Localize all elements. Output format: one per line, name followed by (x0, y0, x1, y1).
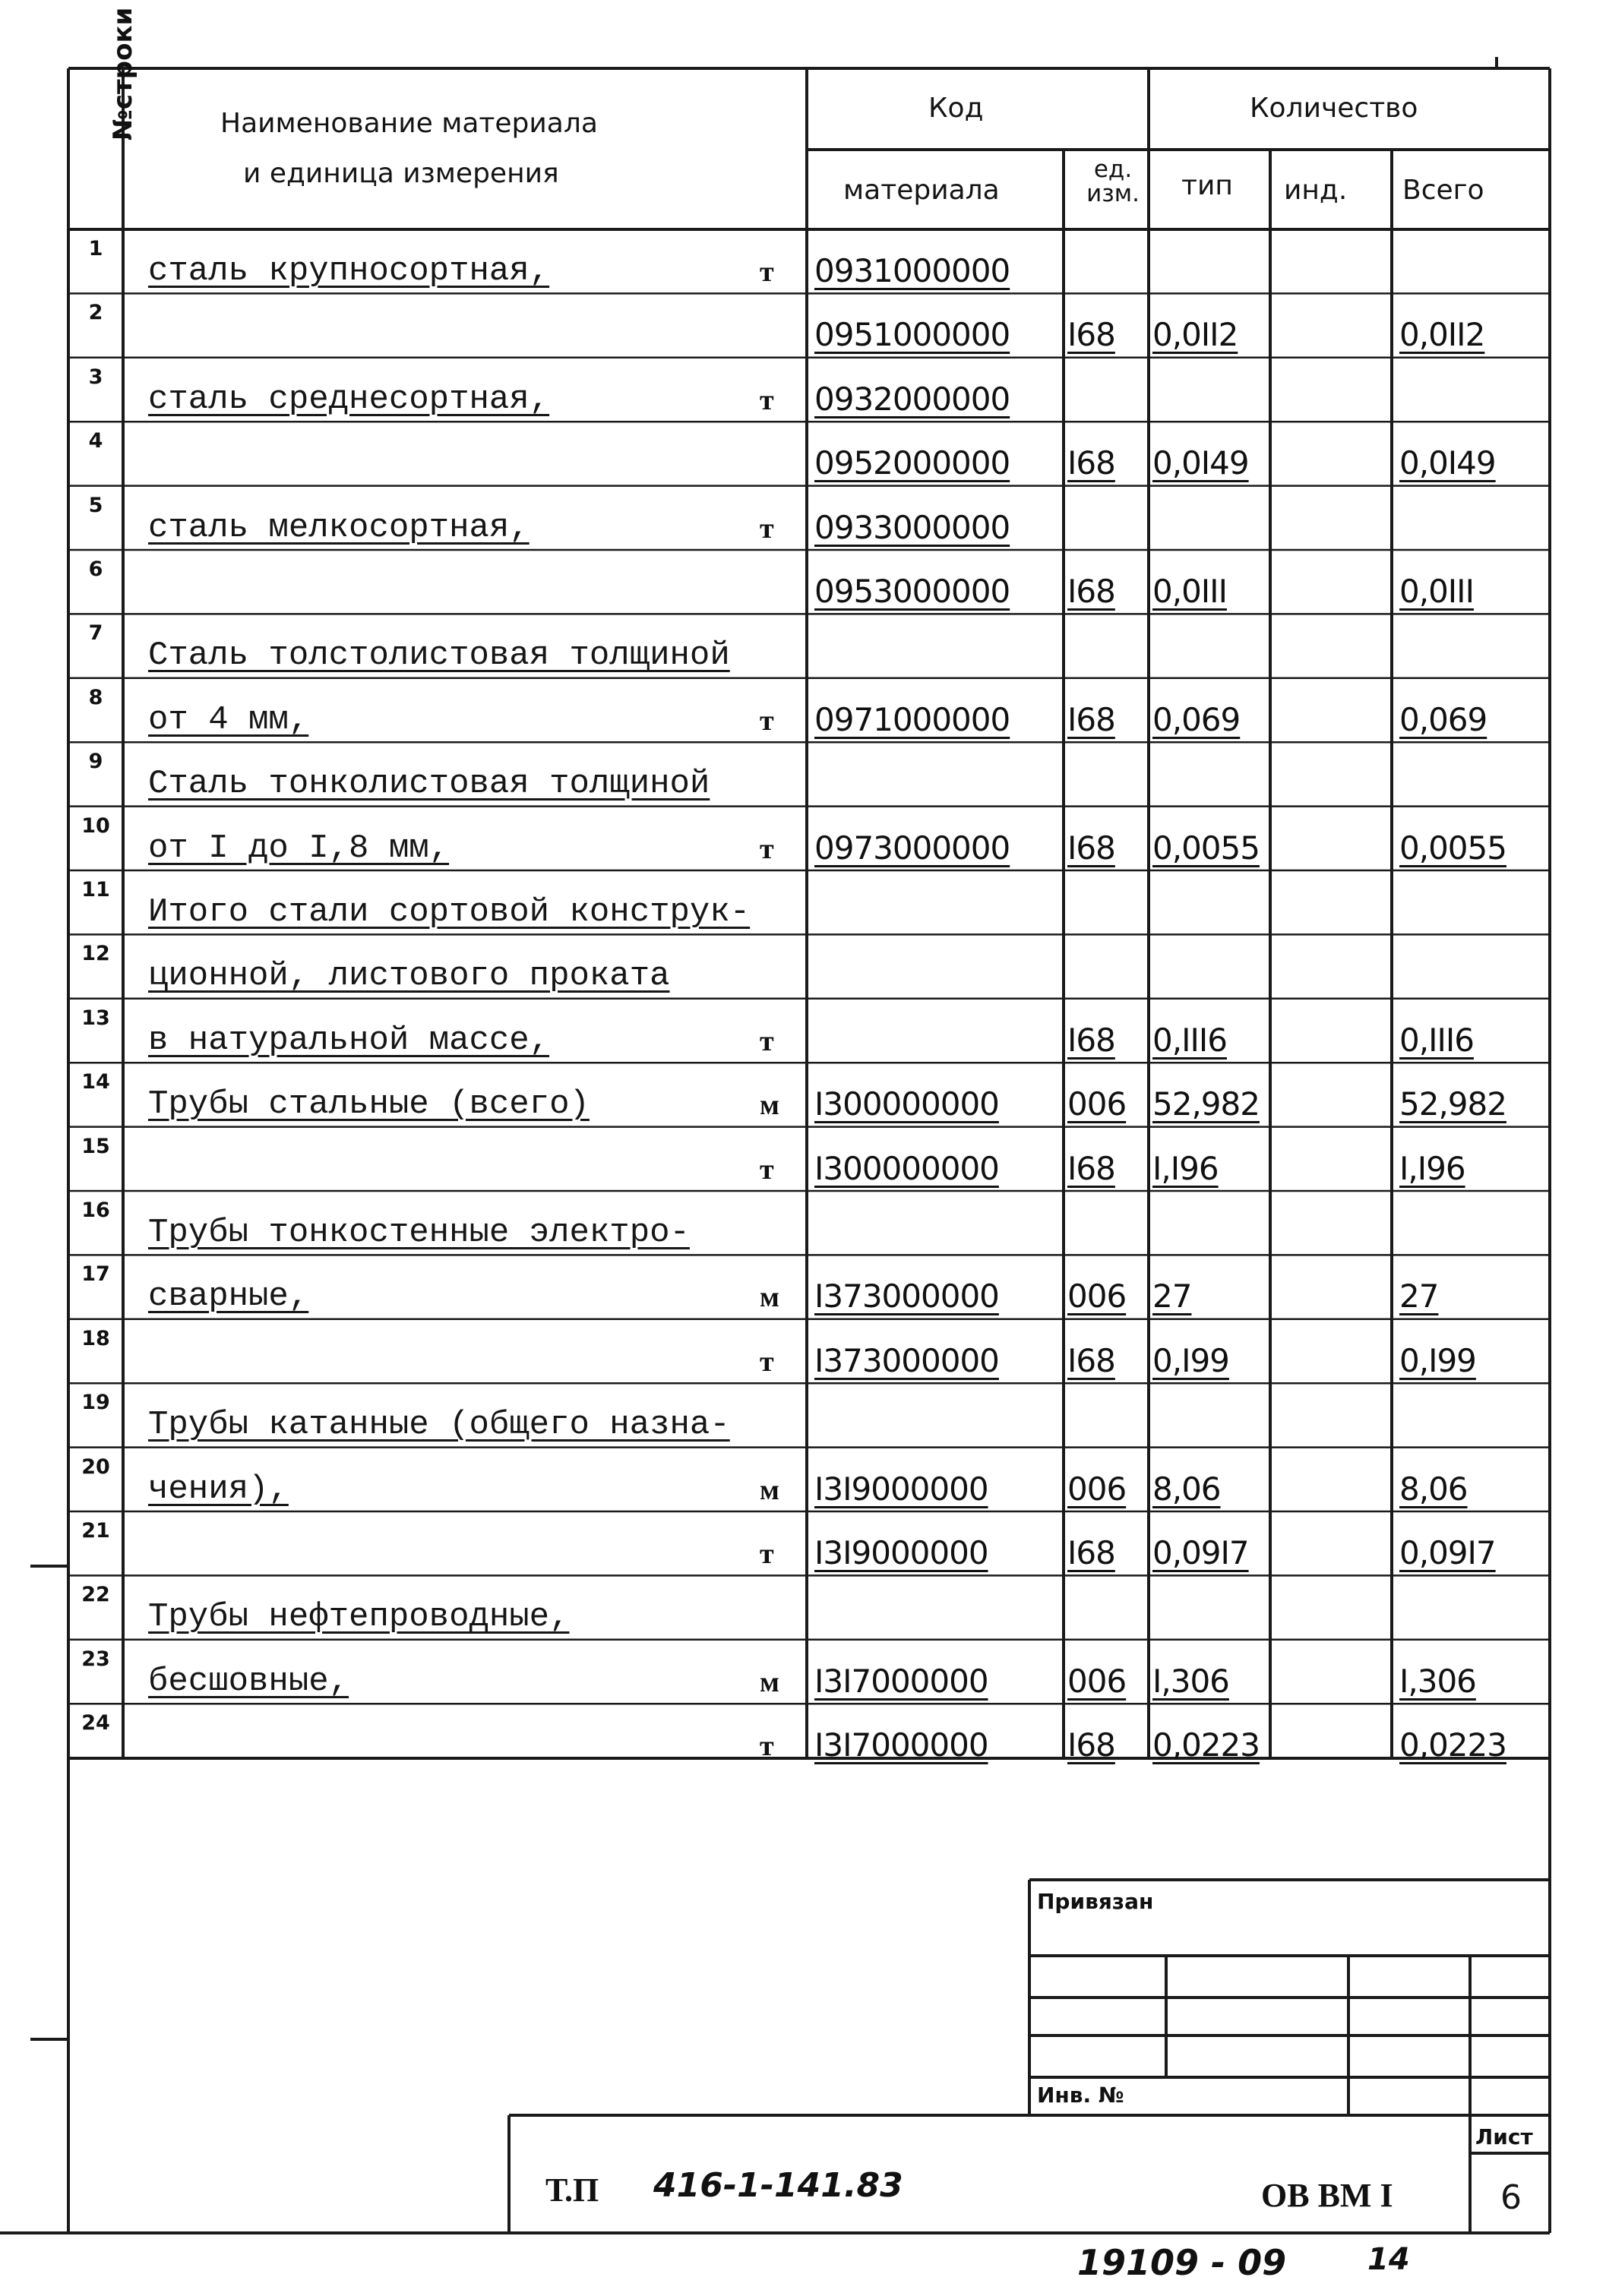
row-number: 7 (88, 621, 103, 646)
unit-code: I68 (1067, 1341, 1115, 1379)
doc-code: ОВ ВМ I (1261, 2177, 1393, 2214)
row-number: 22 (81, 1583, 110, 1607)
material-name: сталь среднесортная, (148, 380, 550, 418)
row-number: 19 (81, 1391, 110, 1415)
row-number: 13 (81, 1006, 110, 1030)
material-name: от 4 мм, (148, 700, 309, 739)
material-name: ционной, листового проката (148, 957, 670, 996)
total-header: Всего (1402, 175, 1484, 206)
unit-code: I68 (1067, 1021, 1115, 1059)
unit-code: I68 (1067, 444, 1115, 482)
unit-code: I68 (1067, 829, 1115, 867)
quantity-type: 0,09I7 (1152, 1534, 1249, 1571)
quantity-total: I,306 (1399, 1662, 1476, 1700)
unit-of-measure: т (760, 1025, 774, 1057)
material-name: Трубы тонкостенные электро- (148, 1214, 690, 1252)
row-number: 11 (81, 878, 110, 902)
unit-code: 006 (1067, 1470, 1127, 1508)
quantity-total: 0,III6 (1399, 1021, 1474, 1059)
row-number: 20 (81, 1454, 110, 1479)
material-code: 0933000000 (814, 508, 1010, 546)
quantity-type: 0,069 (1152, 700, 1241, 738)
type-header: тип (1181, 170, 1233, 201)
row-number-header: №строки (108, 7, 138, 141)
material-name: чения), (148, 1470, 289, 1508)
material-name: сварные, (148, 1277, 309, 1316)
quantity-total: 0,09I7 (1399, 1534, 1496, 1571)
sheet-number: 6 (1500, 2178, 1522, 2217)
material-code: I300000000 (814, 1085, 999, 1123)
unit-of-measure: т (760, 1538, 774, 1570)
quantity-type: 52,982 (1152, 1085, 1260, 1123)
material-name: от I до I,8 мм, (148, 829, 450, 867)
quantity-total: 0,I99 (1399, 1341, 1476, 1379)
name-header-line2: и единица измерения (243, 158, 559, 189)
unit-code: I68 (1067, 1534, 1115, 1571)
row-number: 3 (88, 365, 103, 389)
unit-code: 006 (1067, 1662, 1127, 1700)
unit-of-measure: т (760, 1730, 774, 1763)
quantity-type: 0,0I49 (1152, 444, 1249, 482)
material-code: 0931000000 (814, 252, 1010, 289)
unit-of-measure: т (760, 1153, 774, 1186)
row-number: 14 (81, 1070, 110, 1094)
quantity-total: 27 (1399, 1277, 1439, 1315)
unit-of-measure: м (760, 1666, 779, 1698)
archive-number: 19109 - 09 (1077, 2242, 1287, 2283)
quantity-total: 0,0055 (1399, 829, 1506, 867)
quantity-group-header: Количество (1250, 93, 1418, 124)
material-name: Трубы катанные (общего назна- (148, 1406, 730, 1445)
unit-code: I68 (1067, 573, 1115, 610)
unit-code: 006 (1067, 1277, 1127, 1315)
row-number: 8 (88, 685, 103, 709)
sheet-label: Лист (1475, 2124, 1533, 2149)
quantity-total: I,I96 (1399, 1149, 1465, 1187)
row-number: 15 (81, 1134, 110, 1158)
material-code: I373000000 (814, 1341, 999, 1379)
unit-code: I68 (1067, 316, 1115, 354)
material-name: Сталь тонколистовая толщиной (148, 765, 710, 804)
unit-of-measure: т (760, 256, 774, 288)
doc-number: 416-1-141.83 (653, 2166, 903, 2205)
unit-code: 006 (1067, 1085, 1127, 1123)
unit-of-measure: т (760, 512, 774, 545)
material-code: 0951000000 (814, 316, 1010, 354)
row-number: 6 (88, 557, 103, 581)
material-code: 0932000000 (814, 380, 1010, 418)
quantity-total: 0,0III (1399, 573, 1474, 610)
material-code: I3I9000000 (814, 1534, 988, 1571)
quantity-type: 0,I99 (1152, 1341, 1229, 1379)
material-code-header: материала (843, 175, 1000, 206)
archive-sheet: 14 (1367, 2242, 1410, 2277)
row-number: 5 (88, 493, 103, 517)
quantity-type: I,306 (1152, 1662, 1229, 1700)
row-number: 23 (81, 1647, 110, 1671)
material-code: I3I9000000 (814, 1470, 988, 1508)
material-name: Сталь толстолистовая толщиной (148, 636, 730, 675)
inventory-number-label: Инв. № (1037, 2083, 1124, 2108)
quantity-total: 0,0I49 (1399, 444, 1496, 482)
material-code: I3I7000000 (814, 1726, 988, 1764)
material-name: Итого стали сортовой конструк- (148, 893, 751, 931)
row-number: 24 (81, 1711, 110, 1735)
quantity-total: 8,06 (1399, 1470, 1468, 1508)
material-code: 0953000000 (814, 573, 1010, 610)
row-number: 10 (81, 813, 110, 838)
unit-code: I68 (1067, 700, 1115, 738)
row-number: 16 (81, 1199, 110, 1222)
unit-of-measure: т (760, 832, 774, 865)
row-number: 2 (88, 301, 103, 325)
quantity-type: 0,0223 (1152, 1726, 1260, 1764)
material-name: бесшовные, (148, 1662, 349, 1701)
individual-header: инд. (1284, 175, 1348, 206)
material-code: 0971000000 (814, 700, 1010, 738)
material-name: сталь крупносортная, (148, 252, 550, 290)
unit-code: I68 (1067, 1726, 1115, 1764)
row-number: 1 (88, 237, 103, 261)
quantity-total: 0,069 (1399, 700, 1487, 738)
quantity-type: 0,0II2 (1152, 316, 1238, 354)
unit-of-measure: т (760, 1345, 774, 1378)
quantity-type: 27 (1152, 1277, 1192, 1315)
quantity-type: I,I96 (1152, 1149, 1219, 1187)
unit-header: ед. изм. (1086, 156, 1140, 207)
unit-of-measure: т (760, 384, 774, 416)
unit-of-measure: м (760, 1473, 779, 1506)
quantity-type: 0,III6 (1152, 1021, 1227, 1059)
quantity-type: 0,0III (1152, 573, 1227, 610)
material-code: I373000000 (814, 1277, 999, 1315)
quantity-total: 52,982 (1399, 1085, 1506, 1123)
privyazan-label: Привязан (1037, 1889, 1154, 1914)
material-code: I300000000 (814, 1149, 999, 1187)
unit-of-measure: т (760, 704, 774, 737)
material-name: Трубы нефтепроводные, (148, 1598, 570, 1637)
doc-prefix: Т.П (545, 2171, 599, 2209)
unit-code: I68 (1067, 1149, 1115, 1187)
row-number: 18 (81, 1326, 110, 1350)
name-header-line1: Наименование материала (220, 108, 598, 139)
row-number: 12 (81, 942, 110, 966)
quantity-type: 0,0055 (1152, 829, 1260, 867)
quantity-type: 8,06 (1152, 1470, 1221, 1508)
code-group-header: Код (928, 93, 984, 124)
material-name: Трубы стальные (всего) (148, 1085, 590, 1124)
material-code: I3I7000000 (814, 1662, 988, 1700)
row-number: 4 (88, 429, 103, 453)
material-code: 0952000000 (814, 444, 1010, 482)
row-number: 17 (81, 1262, 110, 1287)
material-name: сталь мелкосортная, (148, 508, 530, 547)
quantity-total: 0,0II2 (1399, 316, 1485, 354)
material-code: 0973000000 (814, 829, 1010, 867)
material-name: в натуральной массе, (148, 1021, 550, 1060)
row-number: 9 (88, 750, 103, 774)
unit-of-measure: м (760, 1281, 779, 1314)
quantity-total: 0,0223 (1399, 1726, 1506, 1764)
row-number: 21 (81, 1519, 110, 1543)
unit-of-measure: м (760, 1089, 779, 1122)
